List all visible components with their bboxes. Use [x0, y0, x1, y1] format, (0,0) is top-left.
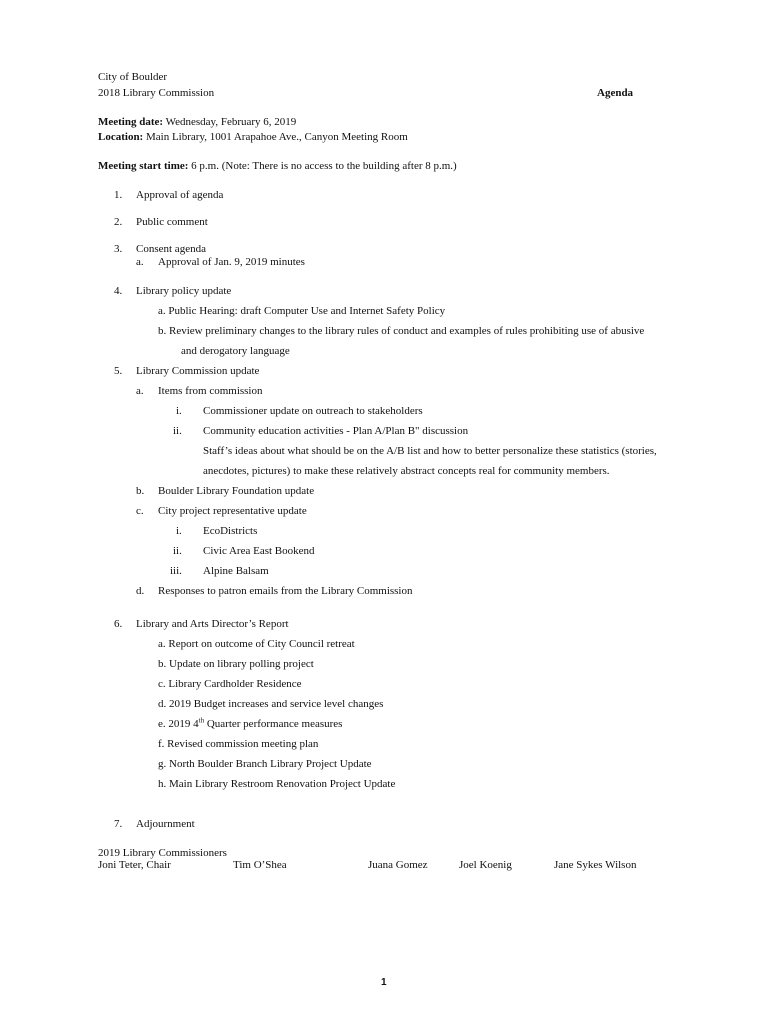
agenda-subitem-text: Boulder Library Foundation update	[158, 485, 315, 497]
agenda-subsubitem-numeral: i.	[176, 405, 182, 417]
agenda-subitem-text: g. North Boulder Branch Library Project Update	[158, 758, 372, 770]
page-number: 1	[381, 977, 387, 988]
commissioners-heading: 2019 Library Commissioners	[98, 847, 227, 859]
commissioner-name: Juana Gomez	[368, 859, 428, 871]
agenda-subsubitem-numeral: iii.	[170, 565, 182, 577]
agenda-subitem-text: Approval of Jan. 9, 2019 minutes	[158, 256, 305, 268]
agenda-note-text: anecdotes, pictures) to make these relatively abstract concepts real for community members.	[203, 465, 610, 477]
meeting-start-label: Meeting start time:	[98, 160, 189, 172]
commission-name: 2018 Library Commission	[98, 87, 215, 99]
agenda-subitem-continuation: and derogatory language	[181, 345, 290, 357]
agenda-subsubitem-numeral: ii.	[173, 545, 182, 557]
doc-type-title: Agenda	[597, 87, 634, 99]
agenda-note-text: Staff’s ideas about what should be on the A/B list and how to better personalize these statistics (stories,	[203, 445, 657, 457]
agenda-item-number: 3.	[114, 243, 123, 255]
meeting-date-value: Wednesday, February 6, 2019	[165, 116, 297, 128]
agenda-subitem-text: d. 2019 Budget increases and service level changes	[158, 698, 384, 710]
meeting-start-line	[98, 159, 457, 173]
commissioner-name: Jane Sykes Wilson	[554, 859, 637, 871]
commissioner-name: Tim O’Shea	[233, 859, 287, 871]
agenda-item-number: 4.	[114, 285, 123, 297]
agenda-item-number: 7.	[114, 818, 123, 830]
agenda-subsubitem-text: Alpine Balsam	[203, 565, 269, 577]
agenda-item-text: Library Commission update	[136, 365, 260, 377]
meeting-date-line	[98, 115, 296, 129]
org-name: City of Boulder	[98, 71, 168, 83]
agenda-subitem-text-part: e. 2019 4	[158, 718, 199, 730]
agenda-item-text: Library policy update	[136, 285, 232, 297]
agenda-subitem-letter: b.	[136, 485, 145, 497]
agenda-subitem-letter: d.	[136, 585, 145, 597]
agenda-subitem-letter: a.	[136, 256, 144, 268]
commissioner-name: Joni Teter, Chair	[98, 859, 171, 871]
agenda-subsubitem-numeral: i.	[176, 525, 182, 537]
agenda-item-text: Consent agenda	[136, 243, 206, 255]
agenda-subitem-text	[158, 717, 342, 731]
agenda-subitem-text-part: Quarter performance measures	[204, 718, 343, 730]
meeting-location-line	[98, 130, 408, 144]
meeting-date-label: Meeting date:	[98, 116, 164, 128]
agenda-item-number: 6.	[114, 618, 123, 630]
agenda-subitem-text: a. Report on outcome of City Council retreat	[158, 638, 355, 650]
agenda-item-text: Approval of agenda	[136, 189, 224, 201]
agenda-subitem-text: Items from commission	[158, 385, 263, 397]
meeting-location-label: Location:	[98, 131, 144, 143]
agenda-item-text: Adjournment	[136, 818, 195, 830]
agenda-item-number: 1.	[114, 189, 123, 201]
ordinal-superscript: th	[198, 716, 205, 725]
agenda-item-text: Library and Arts Director’s Report	[136, 618, 289, 630]
agenda-subitem-text: b. Review preliminary changes to the library rules of conduct and examples of rules prohibiting use of abusive	[158, 325, 645, 337]
agenda-item-number: 5.	[114, 365, 123, 377]
agenda-subitem-text: City project representative update	[158, 505, 307, 517]
agenda-subsubitem-text: Civic Area East Bookend	[203, 545, 315, 557]
agenda-item-text: Public comment	[136, 216, 208, 228]
agenda-subitem-letter: c.	[136, 505, 144, 517]
meeting-start-value: 6 p.m. (Note: There is no access to the building after 8 p.m.)	[191, 160, 457, 172]
agenda-subsubitem-numeral: ii.	[173, 425, 182, 437]
agenda-subitem-text: a. Public Hearing: draft Computer Use and Internet Safety Policy	[158, 305, 446, 317]
agenda-subitem-letter: a.	[136, 385, 144, 397]
agenda-item-number: 2.	[114, 216, 123, 228]
agenda-subitem-text: b. Update on library polling project	[158, 658, 314, 670]
agenda-subitem-text: f. Revised commission meeting plan	[158, 738, 319, 750]
commissioner-name: Joel Koenig	[459, 859, 512, 871]
meeting-location-value: Main Library, 1001 Arapahoe Ave., Canyon Meeting Room	[145, 131, 408, 143]
agenda-subitem-text: c. Library Cardholder Residence	[158, 678, 302, 690]
agenda-subsubitem-text: Community education activities - Plan A/Plan B" discussion	[203, 425, 469, 437]
agenda-subitem-text: h. Main Library Restroom Renovation Project Update	[158, 778, 396, 790]
agenda-subsubitem-text: EcoDistricts	[203, 525, 258, 537]
agenda-subitem-text: Responses to patron emails from the Library Commission	[158, 585, 413, 597]
agenda-subsubitem-text: Commissioner update on outreach to stakeholders	[203, 405, 423, 417]
